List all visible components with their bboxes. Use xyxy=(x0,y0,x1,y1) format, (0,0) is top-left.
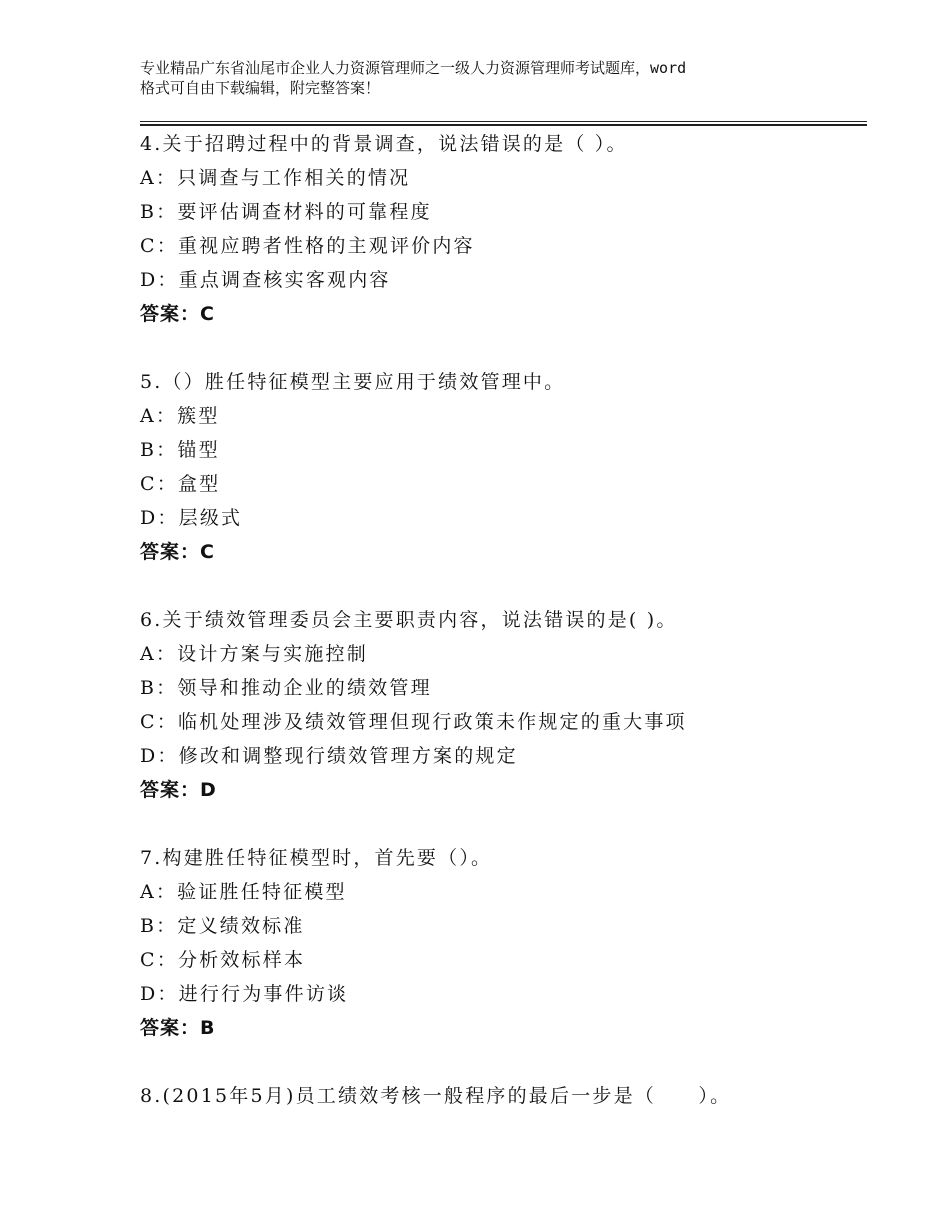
answer-label: 答案：D xyxy=(140,779,217,801)
question-5 xyxy=(140,369,867,573)
option-a: A：设计方案与实施控制 xyxy=(140,643,368,665)
answer-label: 答案：C xyxy=(140,303,215,325)
answer-label: 答案：B xyxy=(140,1017,216,1039)
document-header xyxy=(140,58,840,98)
header-divider-thin xyxy=(140,121,867,122)
question-4 xyxy=(140,131,867,335)
question-6 xyxy=(140,607,867,811)
option-d: D：进行行为事件访谈 xyxy=(140,983,349,1005)
option-c: C：盒型 xyxy=(140,473,221,495)
question-stem: 6.关于绩效管理委员会主要职责内容，说法错误的是( )。 xyxy=(140,609,678,631)
option-b: B：锚型 xyxy=(140,439,220,461)
option-d: D：层级式 xyxy=(140,507,243,529)
option-c: C：重视应聘者性格的主观评价内容 xyxy=(140,235,475,257)
question-list xyxy=(140,131,867,1151)
option-c: C：临机处理涉及绩效管理但现行政策未作规定的重大事项 xyxy=(140,711,687,733)
option-b: B：领导和推动企业的绩效管理 xyxy=(140,677,432,699)
question-stem: 7.构建胜任特征模型时，首先要（）。 xyxy=(140,847,493,869)
question-stem: 5.（）胜任特征模型主要应用于绩效管理中。 xyxy=(140,371,566,393)
option-a: A：只调查与工作相关的情况 xyxy=(140,167,411,189)
option-c: C：分析效标样本 xyxy=(140,949,306,971)
option-b: B：要评估调查材料的可靠程度 xyxy=(140,201,432,223)
question-7 xyxy=(140,845,867,1049)
answer-label: 答案：C xyxy=(140,541,215,563)
question-8 xyxy=(140,1083,867,1117)
option-b: B：定义绩效标准 xyxy=(140,915,305,937)
question-stem: 8.(2015年5月)员工绩效考核一般程序的最后一步是（ ）。 xyxy=(140,1085,732,1107)
option-d: D：重点调查核实客观内容 xyxy=(140,269,391,291)
option-a: A：簇型 xyxy=(140,405,220,427)
option-d: D：修改和调整现行绩效管理方案的规定 xyxy=(140,745,518,767)
question-stem: 4.关于招聘过程中的背景调查，说法错误的是（ ）。 xyxy=(140,133,628,155)
option-a: A：验证胜任特征模型 xyxy=(140,881,347,903)
header-divider-thick xyxy=(140,124,867,126)
header-line-1: 专业精品广东省汕尾市企业人力资源管理师之一级人力资源管理师考试题库，word xyxy=(140,59,687,77)
header-line-2: 格式可自由下载编辑，附完整答案！ xyxy=(140,79,381,97)
